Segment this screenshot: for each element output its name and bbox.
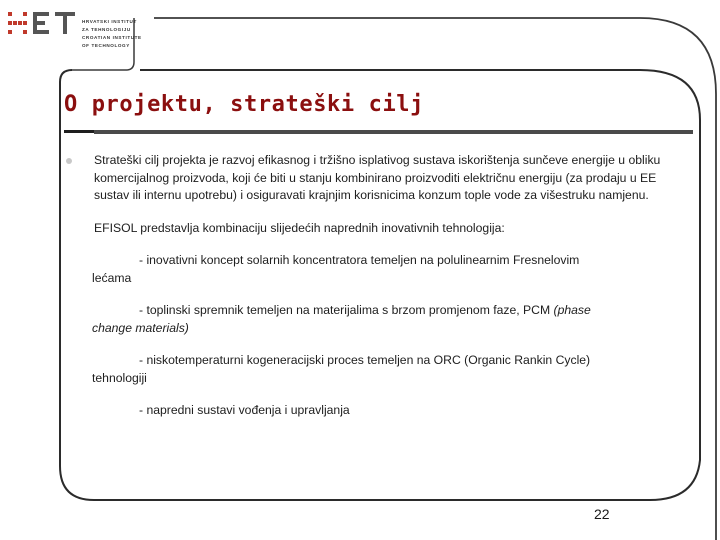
bullet-icon: [66, 158, 72, 164]
logo-line: OF TECHNOLOGY: [82, 43, 130, 48]
technology-item: [94, 402, 674, 420]
strategic-goal-paragraph: Strateški cilj projekta je razvoj efikasnog i tržišno isplativog sustava iskorištenja sunčeve energije u obliku komercijalnog proizvoda, koji će biti u stanju kombinirano proizvoditi električnu energiju (za prodaju u EE sustav ili internu upotrebu) i osiguravati krajnjim korisnicima konzum tople vode za višestruku namjenu.: [94, 153, 661, 202]
page-number: 22: [594, 506, 610, 522]
technology-item: [94, 352, 674, 387]
hit-logo-mark: [8, 12, 76, 34]
title-underline-left: [64, 130, 94, 133]
technology-item-continuation: tehnologiji: [92, 370, 147, 385]
institute-logo: [8, 12, 158, 60]
technology-item: [94, 252, 674, 287]
technologies-intro: EFISOL predstavlja kombinaciju slijedećih naprednih inovativnih tehnologija:: [94, 220, 505, 235]
logo-line: HRVATSKI INSTITUT: [82, 19, 137, 24]
logo-line: CROATIAN INSTITUTE: [82, 35, 142, 40]
logo-line: ZA TEHNOLOGIJU: [82, 27, 131, 32]
technology-item: [94, 302, 674, 337]
technology-item-text: - niskotemperaturni kogeneracijski proces temeljen na ORC (Organic Rankin Cycle): [139, 353, 591, 367]
slide-content: [94, 152, 674, 420]
technology-item-text: - napredni sustavi vođenja i upravljanja: [139, 403, 350, 417]
technology-item-continuation: lećama: [92, 270, 132, 285]
technology-item-text: - toplinski spremnik temeljen na materijalima s brzom promjenom faze, PCM: [139, 303, 551, 317]
title-underline: [94, 130, 693, 134]
technology-item-continuation: change materials): [92, 320, 189, 335]
technology-item-italic: (phase: [550, 303, 591, 317]
technology-item-text: - inovativni koncept solarnih koncentratora temeljen na polulinearnim Fresnelovim: [139, 253, 580, 267]
logo-text: [82, 18, 142, 50]
slide-title: O projektu, strateški cilj: [64, 92, 424, 117]
